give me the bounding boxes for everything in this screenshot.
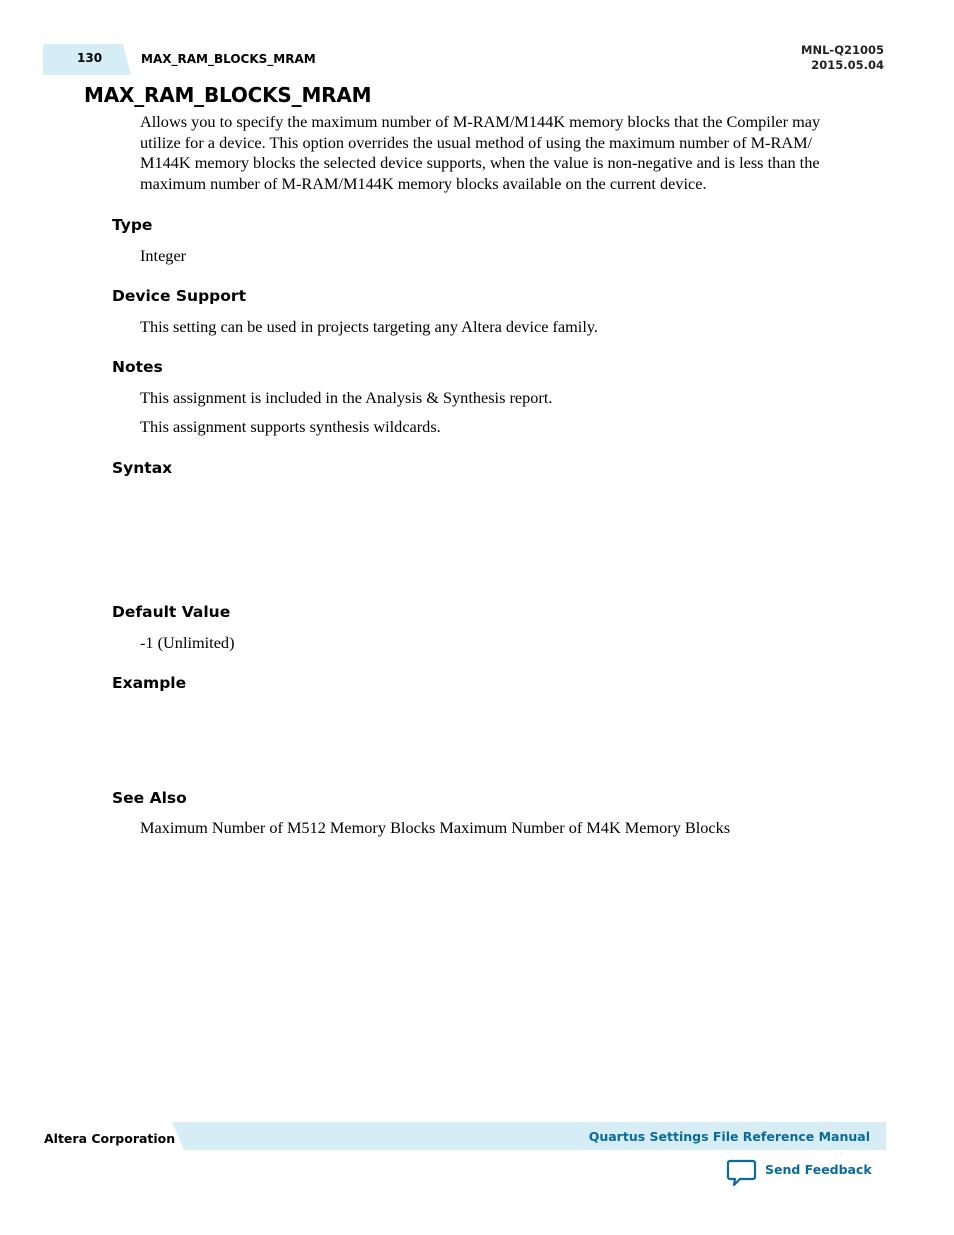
send-feedback-link[interactable] [726,1158,872,1188]
device-support-heading: Device Support [112,287,246,305]
description: Allows you to specify the maximum number of M-RAM/M144K memory blocks that the Compiler may utilize for a device. This option overrides the usual method of using the maximum number of M-RAM/ M144K memory blocks the selected device supports, when the value is non-negative and is less than the maximum number of M-RAM/M144K memory blocks available on the current device. [140,112,821,194]
speech-bubble-icon [726,1158,758,1188]
example-heading: Example [112,674,187,692]
doc-id: MNL-Q21005 [801,43,884,57]
doc-info [801,43,884,73]
device-support-text: This setting can be used in projects targeting any Altera device family. [140,317,598,336]
company-name: Altera Corporation [44,1131,176,1146]
syntax-heading: Syntax [112,459,173,477]
running-title: MAX_RAM_BLOCKS_MRAM [141,52,316,66]
page-title: MAX_RAM_BLOCKS_MRAM [84,83,372,107]
doc-date: 2015.05.04 [811,58,884,72]
notes-item: This assignment supports synthesis wildcards. [140,417,441,436]
notes-item: This assignment is included in the Analysis & Synthesis report. [140,388,553,407]
see-also-heading: See Also [112,789,187,807]
see-also-links[interactable]: Maximum Number of M512 Memory Blocks Maximum Number of M4K Memory Blocks [140,818,731,837]
default-value-heading: Default Value [112,603,231,621]
manual-title: Quartus Settings File Reference Manual [588,1129,870,1144]
notes-heading: Notes [112,358,163,376]
page-number: 130 [77,51,103,65]
send-feedback-label[interactable]: Send Feedback [765,1162,872,1177]
type-value: Integer [140,246,187,265]
default-value-text: -1 (Unlimited) [140,633,235,652]
type-heading: Type [112,216,153,234]
